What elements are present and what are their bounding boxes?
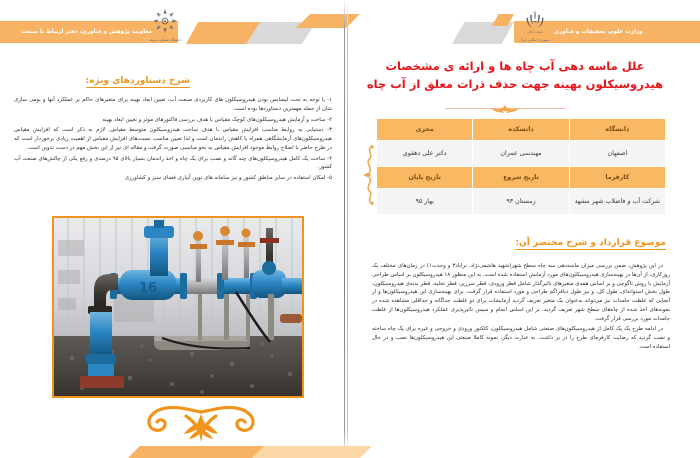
contract-section-heading bbox=[515, 238, 666, 250]
page-gutter-line bbox=[344, 0, 345, 458]
university-emblem-caption: دانشگاه صنعتی شریف bbox=[149, 38, 181, 42]
table-cell-university: اصفهان bbox=[569, 141, 665, 167]
ribbon-shape-3 bbox=[296, 14, 360, 28]
sharif-university-emblem bbox=[145, 8, 185, 42]
iran-national-emblem bbox=[512, 8, 558, 42]
left-banner-text: معاونت پژوهش و فناوری، دفتر ارتباط با صنعت bbox=[21, 29, 152, 35]
table-header-start-date: تاریخ شروع bbox=[473, 167, 569, 189]
achievements-heading-text: شرح دستاوردهای ویژه: bbox=[85, 76, 190, 86]
photo-graphic bbox=[54, 218, 302, 396]
page-title: علل ماسه دهی آب چاه ها و ارائه ی مشخصات هیدروسیکلون بهینه جهت حذف ذرات معلق از آب چاه bbox=[366, 59, 664, 91]
achievement-item: ۵- امکان استفاده در سایر مناطق کشور و نیز سامانه های نوین آبیاری فضای سبز و کشاورزی bbox=[124, 175, 332, 181]
contract-body-text bbox=[372, 262, 670, 354]
project-info-table bbox=[376, 118, 666, 215]
table-cell-executor: دکتر علی دهقوی bbox=[377, 141, 473, 167]
contract-heading-underline bbox=[515, 249, 666, 250]
table-cell-employer: شرکت آب و فاضلاب شهر مشهد bbox=[569, 189, 665, 215]
hydrocyclone-installation-photo bbox=[52, 216, 304, 398]
iran-emblem-icon bbox=[524, 8, 546, 34]
table-cell-start-date: زمستان ۹۳ bbox=[473, 189, 569, 215]
bottom-banner-right bbox=[252, 446, 372, 458]
table-header-row-2 bbox=[377, 167, 666, 189]
contract-heading-text: موضوع قرارداد و شرح مختصر آن: bbox=[515, 238, 666, 248]
achievements-section-heading bbox=[86, 76, 190, 88]
table-header-employer: کارفرما bbox=[569, 167, 665, 189]
achievement-item: ۲- ساخت و آزمایش هیدروسیکلون‌های کوچک مقیاس با هدف بررسی فاکتورهای موثر و تعیین ابعاد بهینه bbox=[102, 116, 332, 123]
table-cell-faculty: مهندسی عمران bbox=[473, 141, 569, 167]
table-header-university: دانشگاه bbox=[569, 119, 665, 141]
table-cell-end-date: بهار ۹۵ bbox=[377, 189, 473, 215]
university-emblem-icon bbox=[152, 8, 178, 34]
page-gutter-shadow bbox=[347, 0, 348, 458]
table-header-faculty: دانشکده bbox=[473, 119, 569, 141]
table-header-row-1 bbox=[377, 119, 666, 141]
table-header-end-date: تاریخ پایان bbox=[377, 167, 473, 189]
table-row bbox=[377, 189, 666, 215]
table-row bbox=[377, 141, 666, 167]
achievements-body-text bbox=[14, 96, 332, 185]
right-banner-text: وزارت علوم، تحقیقات و فناوری bbox=[554, 29, 643, 35]
title-ornament-divider bbox=[445, 101, 565, 117]
achievements-heading-underline bbox=[86, 87, 190, 88]
bottom-floral-flourish-icon bbox=[126, 402, 276, 444]
achievement-item: ۳- دستیابی به روابط مناسب افزایش مقیاس با هدف ساخت هیدروسیکلون متوسط مقیاس. لازم به ذکر است که افزایش مقیاس هیدروسیکلون‌های آزمایشگاهی همراه با کاهش راندمان است و لذا تعیین مناسب نسبت‌های افزایش مقیاس از اهمیت زیادی برخوردار است که در طرح حاضر با اصلاح روابط موجود افزایش مقیاس به نحو مناسبی صورت گرفت و مقاله ای نیز از این بخش مهم در دست تدوین است. bbox=[14, 127, 332, 151]
svg-text:جمهوری اسلامی: جمهوری اسلامی bbox=[527, 30, 543, 34]
floral-ornament-icon bbox=[486, 103, 524, 116]
achievement-item: ۱- با توجه به تحت لیسانس بودن هیدروسیکلون های کاربردی صنعت آب، تعیین ابعاد بهینه برای متغیرهای حاکم بر عملکرد آنها و بومی سازی شان از جمله مهمترین دستاوردها بوده است. bbox=[14, 97, 332, 112]
achievement-item: ۴- ساخت یک کامل هیدروسیکلون‌های چند گانه و نصب برای یک چاه و اخذ راندمان بسیار بالای ۹۵ درصدی و رفع یکی از چالش‌های صنعت آب کشور. bbox=[14, 155, 332, 171]
contract-paragraph-2: در ادامه طرح یک پک کامل از هیدروسیکلون‌های صنعتی شامل هیدروسیکلون، کلکتور ورودی و خروجی و غیره برای یک چاه ساخته و نصب گردید که رضایت کارفرمای طرح را در بر داشت. به عبارت دیگر، نمونه کاملا صنعتی این هیدروسیکلون‌ها نصب و در حال استفاده است. bbox=[372, 326, 670, 350]
contract-paragraph-1: در این پژوهش، ضمن بررسی میزان ماسه‌دهی سه چاه سطح شهر(شهید هاشمی‌نژاد، نراباد۳ و وحدت۱) در زمان‌های مختلف یک روزکاری، از آن‌ها در بهینه‌سازی هیدروسیکلون‌های مورد آزمایش استفاده شده است. به این منظور ۱۸ هیدروسیکلون بر اساس طراحی آزمایش با روش تاگوچی و بر اساس همه‌ی متغیرهای تاثیرگذار شامل قطر ورودی، قطر سرریز، قطر تخلیه، قطر بدنه‌ی هیدروسیکلون، طول بخش استوانه‌ای، طول کل، و نیز طول دیافراگم طراحی و مورد استفاده قرار گرفت. برای بهینه‌سازی این هیدروسیکلون‌ها و از آنجایی که غلظت جامدات نیز می‌تواند به‌عنوان یک متغیر تعریف گردید آزمایشات برای دو غلظت جداگانه و حداقلی مشاهده شده در نمونه‌های اخذ شده از چاه‌های سطح شهر تعریف گردید. بر این اساس انجام و سپس تاثیرپذیری عملکرد هیدروسیکلون‌ها از غلظت جامدات مورد بررسی قرار گرفت. bbox=[372, 263, 671, 322]
table-header-executor: مجری bbox=[377, 119, 473, 141]
side-floral-ornament-icon bbox=[362, 140, 378, 210]
svg-text:16: 16 bbox=[138, 281, 158, 296]
iran-emblem-caption: جمهوری اسلامی ایران bbox=[519, 38, 551, 42]
